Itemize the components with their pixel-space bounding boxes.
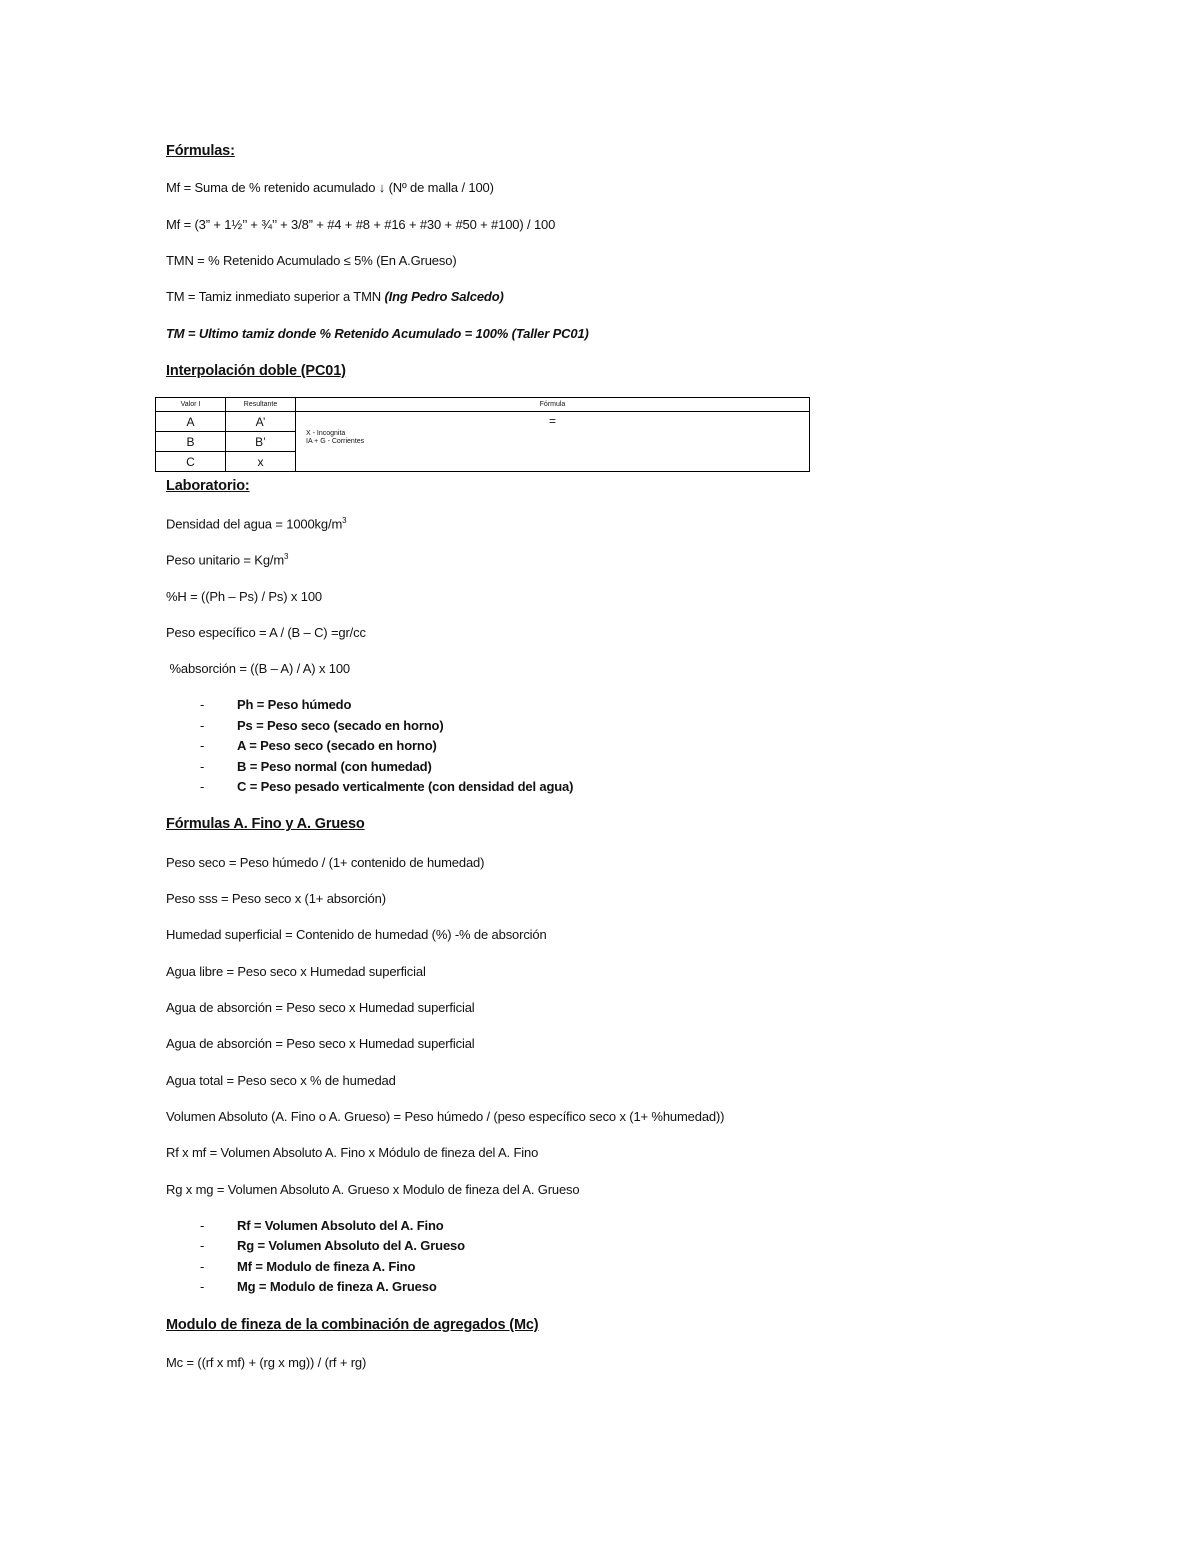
density-text: Densidad del agua = 1000kg/m [166, 516, 343, 532]
list-item [200, 759, 432, 774]
heading-interpolation: Interpolación doble (PC01) [166, 363, 346, 379]
list-item [200, 1259, 415, 1274]
list-item-text: A = Peso seco (secado en horno) [237, 738, 437, 753]
fine-coarse-line: Agua total = Peso seco x % de humedad [166, 1073, 396, 1088]
bullet-dash: - [200, 1238, 205, 1253]
heading-combination: Modulo de fineza de la combinación de agregados (Mc) [166, 1317, 539, 1333]
fine-coarse-line: Peso sss = Peso seco x (1+ absorción) [166, 891, 386, 906]
list-item-text: B = Peso normal (con humedad) [237, 759, 432, 774]
table-cell: A [156, 412, 226, 432]
fine-coarse-line: Humedad superficial = Contenido de humedad (%) -% de absorción [166, 927, 547, 942]
list-item-text: Mf = Modulo de fineza A. Fino [237, 1259, 416, 1274]
list-item-text: Mg = Modulo de fineza A. Grueso [237, 1279, 437, 1294]
interpolation-table [155, 397, 810, 472]
fine-coarse-line: Agua de absorción = Peso seco x Humedad superficial [166, 1036, 475, 1051]
table-cell: x [226, 452, 296, 472]
fine-coarse-line: Volumen Absoluto (A. Fino o A. Grueso) = Peso húmedo / (peso específico seco x (1+ %humedad)) [166, 1109, 725, 1124]
formula-note: (Ing Pedro Salcedo) [384, 289, 504, 304]
list-item-text: C = Peso pesado verticalmente (con densidad del agua) [237, 779, 574, 794]
table-header-row [156, 398, 810, 412]
formula-cell [296, 412, 810, 472]
list-item [200, 1279, 437, 1294]
unit-weight-sup: 3 [284, 552, 289, 561]
formula-line: Mf = (3” + 1½’’ + ¾’’ + 3/8” + #4 + #8 + #16 + #30 + #50 + #100) / 100 [166, 217, 556, 232]
bullet-dash: - [200, 697, 205, 712]
formula-equals: = [548, 414, 556, 428]
table-cell: B [156, 432, 226, 452]
formula-note-2: IA + G - Corrientes [306, 438, 365, 445]
bullet-dash: - [200, 1218, 205, 1233]
formula-line [166, 289, 504, 304]
lab-line: %absorción = ((B – A) / A) x 100 [166, 661, 351, 676]
heading-fine-coarse: Fórmulas A. Fino y A. Grueso [166, 816, 365, 832]
combination-line: Mc = ((rf x mf) + (rg x mg)) / (rf + rg) [166, 1355, 367, 1370]
heading-laboratory: Laboratorio: [166, 478, 250, 494]
table-header-cell: Resultante [226, 398, 296, 412]
formula-line-emphasis: TM = Ultimo tamiz donde % Retenido Acumulado = 100% (Taller PC01) [166, 326, 589, 341]
formula-line: TMN = % Retenido Acumulado ≤ 5% (En A.Grueso) [166, 253, 457, 268]
table-row [156, 412, 810, 432]
formula-note-1: X - Incognita [306, 430, 346, 437]
lab-line: %H = ((Ph – Ps) / Ps) x 100 [166, 589, 322, 604]
lab-unit-weight [166, 552, 288, 567]
fine-coarse-line: Peso seco = Peso húmedo / (1+ contenido de humedad) [166, 855, 485, 870]
density-sup: 3 [342, 516, 347, 525]
list-item [200, 779, 573, 794]
list-item-text: Ph = Peso húmedo [237, 697, 352, 712]
fine-coarse-line: Agua libre = Peso seco x Humedad superficial [166, 964, 426, 979]
lab-line: Peso específico = A / (B – C) =gr/cc [166, 625, 366, 640]
bullet-dash: - [200, 1259, 205, 1274]
formula-text: TM = Tamiz inmediato superior a TMN [166, 289, 385, 304]
bullet-dash: - [200, 1279, 205, 1294]
fine-coarse-line: Agua de absorción = Peso seco x Humedad superficial [166, 1000, 475, 1015]
bullet-dash: - [200, 718, 205, 733]
list-item [200, 718, 444, 733]
table-header-cell: Fórmula [296, 398, 810, 412]
list-item [200, 697, 351, 712]
lab-density [166, 516, 346, 531]
fine-coarse-line: Rg x mg = Volumen Absoluto A. Grueso x Modulo de fineza del A. Grueso [166, 1182, 580, 1197]
list-item [200, 1218, 444, 1233]
list-item [200, 738, 437, 753]
list-item-text: Rf = Volumen Absoluto del A. Fino [237, 1218, 444, 1233]
bullet-dash: - [200, 759, 205, 774]
list-item [200, 1238, 465, 1253]
list-item-text: Rg = Volumen Absoluto del A. Grueso [237, 1238, 465, 1253]
bullet-dash: - [200, 738, 205, 753]
table-cell: C [156, 452, 226, 472]
table-cell: A’ [226, 412, 296, 432]
list-item-text: Ps = Peso seco (secado en horno) [237, 718, 444, 733]
bullet-dash: - [200, 779, 205, 794]
fine-coarse-line: Rf x mf = Volumen Absoluto A. Fino x Módulo de fineza del A. Fino [166, 1145, 539, 1160]
formula-line: Mf = Suma de % retenido acumulado ↓ (Nº de malla / 100) [166, 180, 494, 195]
unit-weight-text: Peso unitario = Kg/m [166, 552, 285, 568]
table-header-cell: Valor I [156, 398, 226, 412]
table-cell: B’ [226, 432, 296, 452]
heading-formulas: Fórmulas: [166, 143, 235, 159]
